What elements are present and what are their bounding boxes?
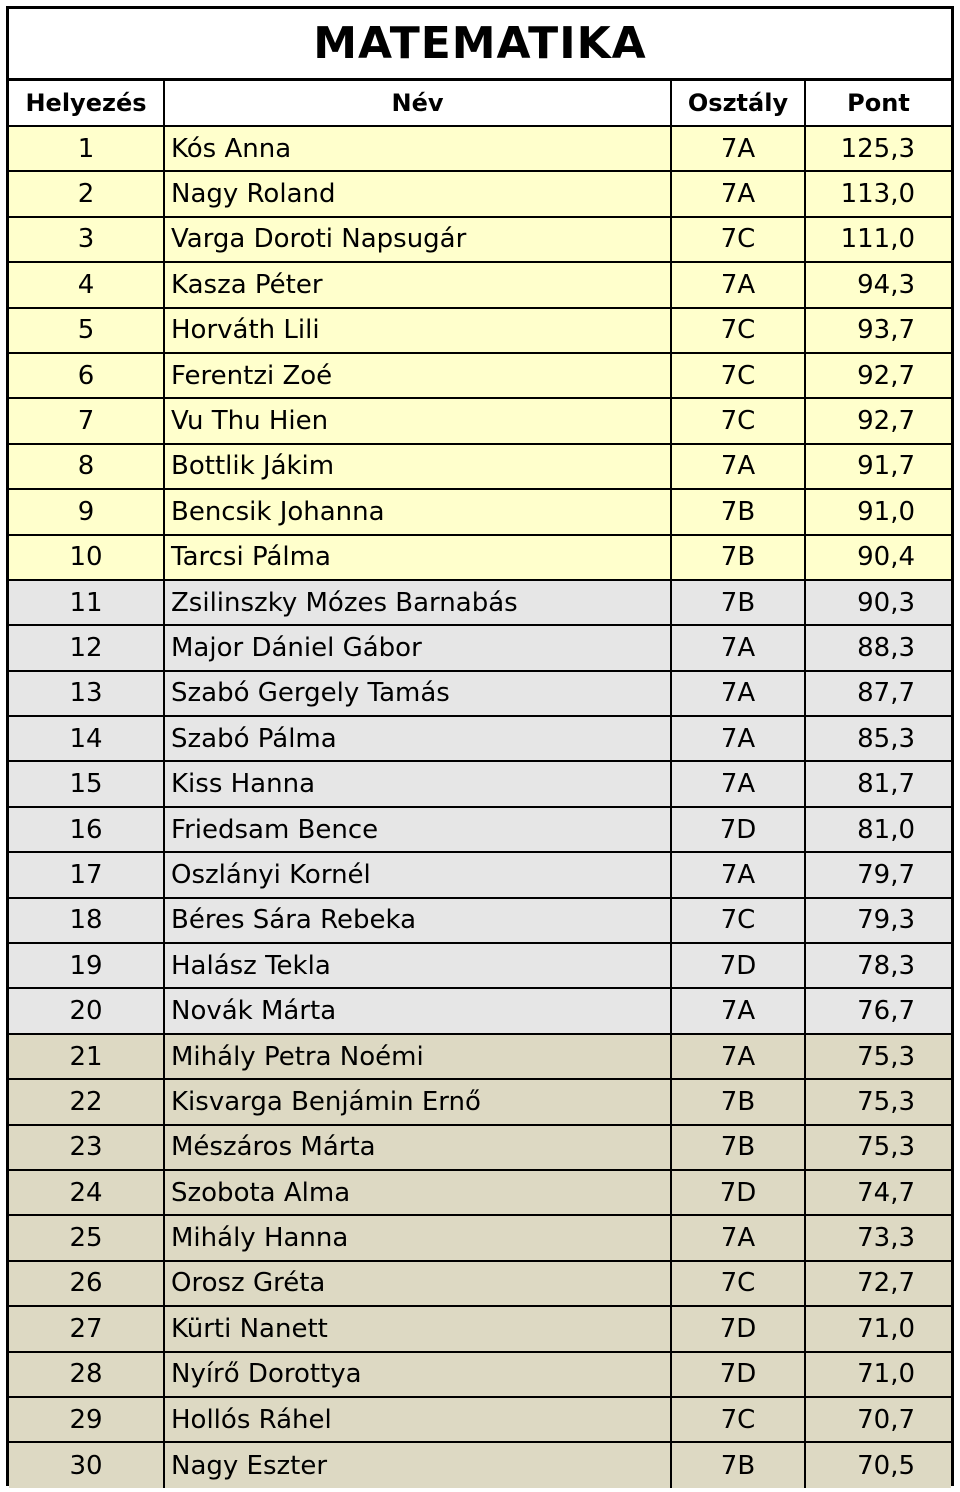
class-cell: 7D (671, 943, 805, 988)
name-cell: Halász Tekla (164, 943, 671, 988)
rank-cell: 16 (9, 807, 164, 852)
table-row (9, 126, 951, 171)
points-cell: 79,3 (805, 898, 951, 943)
class-cell: 7A (671, 988, 805, 1033)
points-cell: 71,0 (805, 1306, 951, 1351)
class-cell: 7B (671, 1079, 805, 1124)
header-points: Pont (805, 81, 951, 126)
name-cell: Kisvarga Benjámin Ernő (164, 1079, 671, 1124)
name-cell: Mihály Petra Noémi (164, 1034, 671, 1079)
name-cell: Kiss Hanna (164, 761, 671, 806)
rank-cell: 14 (9, 716, 164, 761)
points-cell: 91,0 (805, 489, 951, 534)
table-row (9, 535, 951, 580)
results-body (9, 126, 951, 1488)
name-cell: Mészáros Márta (164, 1125, 671, 1170)
rank-cell: 9 (9, 489, 164, 534)
table-row (9, 1442, 951, 1487)
class-cell: 7A (671, 1034, 805, 1079)
rank-cell: 17 (9, 852, 164, 897)
table-row (9, 625, 951, 670)
points-cell: 78,3 (805, 943, 951, 988)
class-cell: 7D (671, 1170, 805, 1215)
table-row (9, 1215, 951, 1260)
class-cell: 7A (671, 761, 805, 806)
rank-cell: 5 (9, 308, 164, 353)
points-cell: 73,3 (805, 1215, 951, 1260)
rank-cell: 10 (9, 535, 164, 580)
class-cell: 7C (671, 398, 805, 443)
rank-cell: 20 (9, 988, 164, 1033)
points-cell: 113,0 (805, 171, 951, 216)
rank-cell: 19 (9, 943, 164, 988)
class-cell: 7C (671, 1261, 805, 1306)
class-cell: 7C (671, 308, 805, 353)
class-cell: 7A (671, 444, 805, 489)
header-row (9, 81, 951, 126)
table-row (9, 1352, 951, 1397)
points-cell: 75,3 (805, 1079, 951, 1124)
table-row (9, 353, 951, 398)
name-cell: Bencsik Johanna (164, 489, 671, 534)
points-cell: 74,7 (805, 1170, 951, 1215)
table-row (9, 988, 951, 1033)
rank-cell: 23 (9, 1125, 164, 1170)
points-cell: 125,3 (805, 126, 951, 171)
points-cell: 79,7 (805, 852, 951, 897)
name-cell: Novák Márta (164, 988, 671, 1033)
rank-cell: 25 (9, 1215, 164, 1260)
name-cell: Ferentzi Zoé (164, 353, 671, 398)
rank-cell: 22 (9, 1079, 164, 1124)
name-cell: Nagy Roland (164, 171, 671, 216)
class-cell: 7A (671, 1215, 805, 1260)
class-cell: 7A (671, 126, 805, 171)
points-cell: 92,7 (805, 398, 951, 443)
table-row (9, 852, 951, 897)
rank-cell: 13 (9, 671, 164, 716)
table-row (9, 716, 951, 761)
rank-cell: 6 (9, 353, 164, 398)
rank-cell: 27 (9, 1306, 164, 1351)
table-row (9, 171, 951, 216)
class-cell: 7B (671, 1125, 805, 1170)
rank-cell: 30 (9, 1442, 164, 1487)
table-row (9, 1034, 951, 1079)
name-cell: Horváth Lili (164, 308, 671, 353)
name-cell: Tarcsi Pálma (164, 535, 671, 580)
rank-cell: 7 (9, 398, 164, 443)
points-cell: 88,3 (805, 625, 951, 670)
name-cell: Orosz Gréta (164, 1261, 671, 1306)
points-cell: 75,3 (805, 1034, 951, 1079)
name-cell: Kós Anna (164, 126, 671, 171)
class-cell: 7C (671, 217, 805, 262)
points-cell: 94,3 (805, 262, 951, 307)
table-row (9, 1261, 951, 1306)
rank-cell: 8 (9, 444, 164, 489)
rank-cell: 11 (9, 580, 164, 625)
rank-cell: 21 (9, 1034, 164, 1079)
points-cell: 70,5 (805, 1442, 951, 1487)
class-cell: 7A (671, 625, 805, 670)
class-cell: 7B (671, 1442, 805, 1487)
table-row (9, 262, 951, 307)
class-cell: 7B (671, 489, 805, 534)
points-cell: 93,7 (805, 308, 951, 353)
name-cell: Zsilinszky Mózes Barnabás (164, 580, 671, 625)
class-cell: 7A (671, 671, 805, 716)
results-table (9, 81, 951, 1488)
class-cell: 7B (671, 535, 805, 580)
header-class: Osztály (671, 81, 805, 126)
rank-cell: 1 (9, 126, 164, 171)
name-cell: Hollós Ráhel (164, 1397, 671, 1442)
class-cell: 7A (671, 852, 805, 897)
points-cell: 87,7 (805, 671, 951, 716)
name-cell: Bottlik Jákim (164, 444, 671, 489)
table-row (9, 489, 951, 534)
table-row (9, 1397, 951, 1442)
points-cell: 81,0 (805, 807, 951, 852)
rank-cell: 29 (9, 1397, 164, 1442)
name-cell: Major Dániel Gábor (164, 625, 671, 670)
class-cell: 7C (671, 1397, 805, 1442)
name-cell: Kasza Péter (164, 262, 671, 307)
points-cell: 81,7 (805, 761, 951, 806)
table-row (9, 1170, 951, 1215)
rank-cell: 28 (9, 1352, 164, 1397)
name-cell: Vu Thu Hien (164, 398, 671, 443)
name-cell: Oszlányi Kornél (164, 852, 671, 897)
points-cell: 70,7 (805, 1397, 951, 1442)
class-cell: 7A (671, 262, 805, 307)
class-cell: 7B (671, 580, 805, 625)
points-cell: 72,7 (805, 1261, 951, 1306)
name-cell: Kürti Nanett (164, 1306, 671, 1351)
table-row (9, 943, 951, 988)
table-row (9, 898, 951, 943)
class-cell: 7D (671, 807, 805, 852)
table-row (9, 1079, 951, 1124)
table-row (9, 1125, 951, 1170)
rank-cell: 2 (9, 171, 164, 216)
class-cell: 7C (671, 353, 805, 398)
sheet-title: MATEMATIKA (9, 9, 951, 81)
name-cell: Nyírő Dorottya (164, 1352, 671, 1397)
class-cell: 7A (671, 716, 805, 761)
points-cell: 92,7 (805, 353, 951, 398)
rank-cell: 18 (9, 898, 164, 943)
class-cell: 7D (671, 1306, 805, 1351)
class-cell: 7A (671, 171, 805, 216)
rank-cell: 26 (9, 1261, 164, 1306)
name-cell: Béres Sára Rebeka (164, 898, 671, 943)
class-cell: 7D (671, 1352, 805, 1397)
name-cell: Varga Doroti Napsugár (164, 217, 671, 262)
points-cell: 76,7 (805, 988, 951, 1033)
points-cell: 75,3 (805, 1125, 951, 1170)
rank-cell: 12 (9, 625, 164, 670)
table-row (9, 1306, 951, 1351)
name-cell: Szobota Alma (164, 1170, 671, 1215)
points-cell: 90,3 (805, 580, 951, 625)
points-cell: 91,7 (805, 444, 951, 489)
table-row (9, 308, 951, 353)
name-cell: Friedsam Bence (164, 807, 671, 852)
points-cell: 90,4 (805, 535, 951, 580)
table-row (9, 444, 951, 489)
name-cell: Nagy Eszter (164, 1442, 671, 1487)
name-cell: Szabó Gergely Tamás (164, 671, 671, 716)
rank-cell: 15 (9, 761, 164, 806)
table-row (9, 398, 951, 443)
points-cell: 85,3 (805, 716, 951, 761)
points-cell: 111,0 (805, 217, 951, 262)
table-row (9, 217, 951, 262)
table-row (9, 807, 951, 852)
name-cell: Szabó Pálma (164, 716, 671, 761)
table-row (9, 761, 951, 806)
rank-cell: 3 (9, 217, 164, 262)
header-name: Név (164, 81, 671, 126)
results-sheet (6, 6, 954, 1486)
table-row (9, 671, 951, 716)
points-cell: 71,0 (805, 1352, 951, 1397)
name-cell: Mihály Hanna (164, 1215, 671, 1260)
table-row (9, 580, 951, 625)
rank-cell: 4 (9, 262, 164, 307)
class-cell: 7C (671, 898, 805, 943)
header-rank: Helyezés (9, 81, 164, 126)
rank-cell: 24 (9, 1170, 164, 1215)
